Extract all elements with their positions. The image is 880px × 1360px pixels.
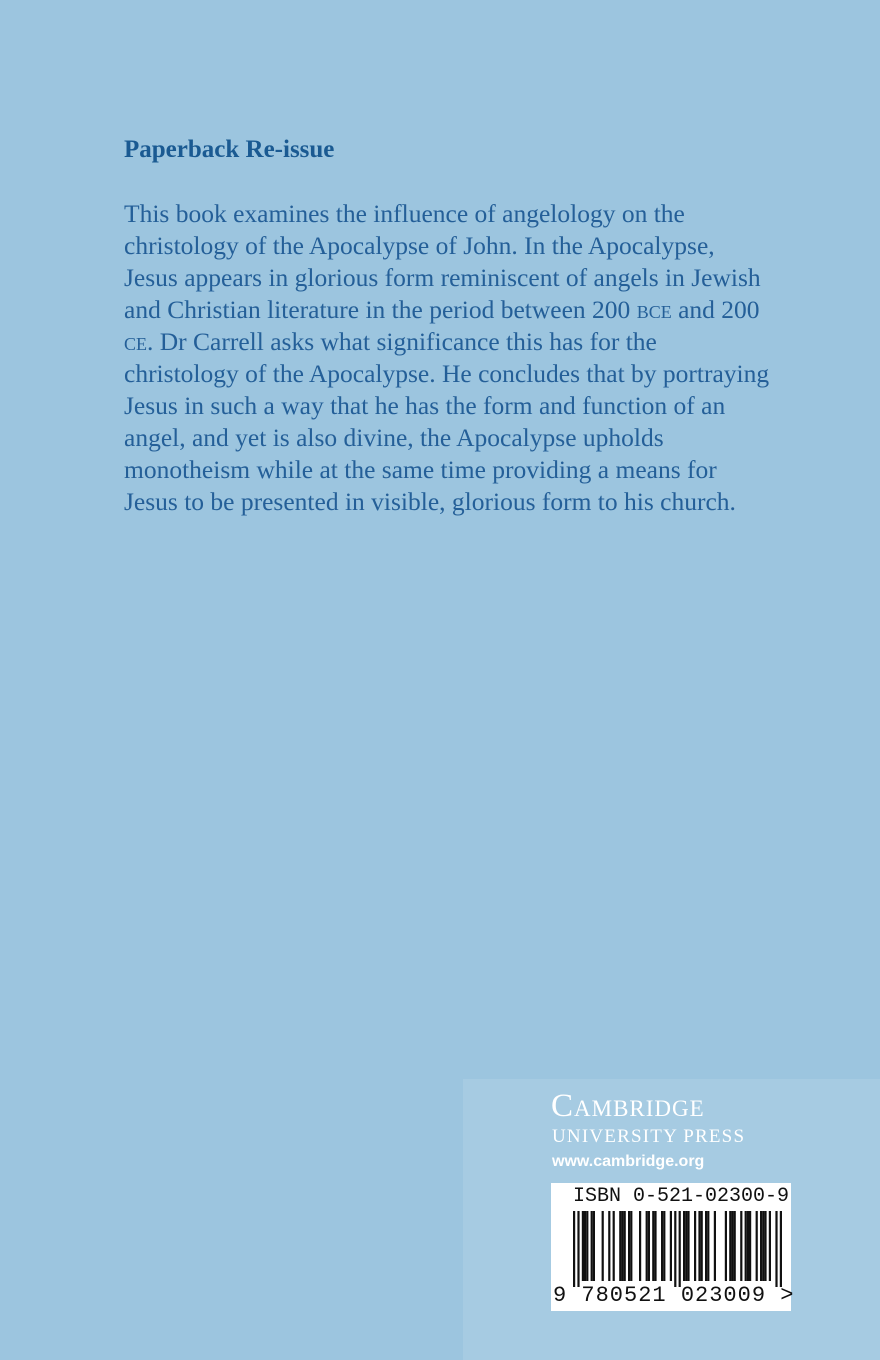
barcode-bar (687, 1211, 689, 1281)
barcode-bar (573, 1211, 575, 1287)
barcode-bar (698, 1211, 700, 1281)
barcode-bar (621, 1211, 623, 1281)
barcode-bar (683, 1211, 685, 1281)
blurb-text-part-2: and 200 (671, 295, 760, 324)
barcode-bar (630, 1211, 632, 1281)
ean-digits: 9 780521 023009 > (553, 1283, 795, 1308)
barcode-bar (685, 1211, 687, 1281)
barcode-bar (648, 1211, 650, 1281)
barcode-bar (674, 1211, 676, 1287)
publisher-url: www.cambridge.org (552, 1153, 705, 1170)
barcode-bar (661, 1211, 663, 1281)
barcode-bar (734, 1211, 736, 1281)
barcode-bar (749, 1211, 751, 1281)
barcode-bar (591, 1211, 593, 1281)
barcode-bar (628, 1211, 630, 1281)
barcode-bar (586, 1211, 588, 1281)
barcode-bar (646, 1211, 648, 1281)
era-ce: ce (124, 327, 148, 356)
barcode-bar (652, 1211, 654, 1281)
barcode-bar (747, 1211, 749, 1281)
barcode-bar (780, 1211, 782, 1287)
barcode-bar (769, 1211, 771, 1281)
barcode-bar (725, 1211, 727, 1281)
barcode-bar (639, 1211, 641, 1281)
barcode-bar (654, 1211, 656, 1281)
barcode-bar (619, 1211, 621, 1281)
isbn-label: ISBN 0-521-02300-9 (573, 1185, 790, 1208)
book-description (124, 198, 774, 518)
barcode-bar (745, 1211, 747, 1281)
barcode-bar (731, 1211, 733, 1281)
barcode-bar (762, 1211, 764, 1281)
section-heading: Paperback Re-issue (124, 136, 335, 163)
barcode-bar (694, 1211, 696, 1281)
barcode-bar (701, 1211, 703, 1281)
barcode-bar (760, 1211, 762, 1281)
barcode-bar (707, 1211, 709, 1281)
barcode-bar (740, 1211, 742, 1281)
barcode-bar (584, 1211, 586, 1281)
publisher-logo-name: Cambridge (551, 1088, 705, 1124)
barcode-bar (670, 1211, 672, 1281)
barcode-bar (679, 1211, 681, 1287)
barcode-bar (582, 1211, 584, 1281)
blurb-text-part-1: This book examines the influence of angelology on the christology of the Apocalypse of John. In the Apocalypse, Jesus appears in glorious form reminiscent of angels in Jewish and Christian literature in the period between 200 (124, 199, 761, 324)
barcode-bar (729, 1211, 731, 1281)
barcode-bar (756, 1211, 758, 1281)
publisher-logo-subtitle: UNIVERSITY PRESS (552, 1126, 746, 1147)
isbn-barcode (551, 1183, 795, 1311)
blurb-text-part-3: . Dr Carrell asks what significance this has for the christology of the Apocalypse. He concludes that by portraying Jesus in such a way that he has the form and function of an angel, and yet is also divine, the Apocalypse upholds monotheism while at the same time providing a means for Jesus to be presented in visible, glorious form to his church. (124, 327, 770, 516)
barcode-bar (577, 1211, 579, 1287)
barcode-bar (705, 1211, 707, 1281)
barcode-bar (608, 1211, 610, 1281)
barcode-bar (714, 1211, 716, 1281)
barcode-bar (593, 1211, 595, 1281)
barcode-bars (551, 1211, 791, 1287)
barcode-bar (775, 1211, 777, 1287)
barcode-bar (613, 1211, 615, 1281)
barcode-bar (602, 1211, 604, 1281)
barcode-bar (764, 1211, 766, 1281)
barcode-bar (624, 1211, 626, 1281)
era-bce: bce (636, 295, 672, 324)
barcode-bar (663, 1211, 665, 1281)
